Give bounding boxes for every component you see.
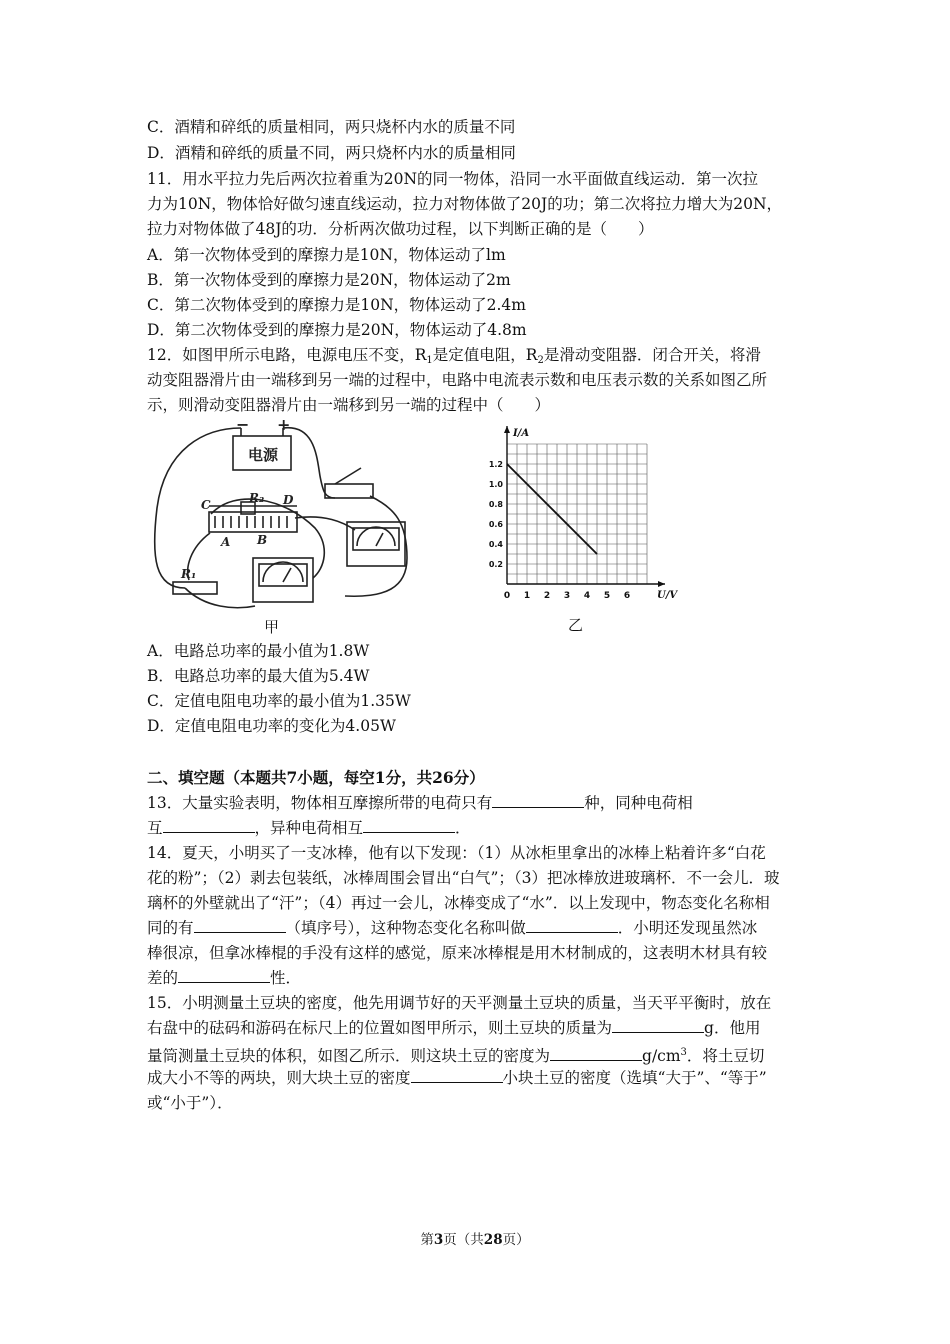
q10-option-d: D．酒精和碎纸的质量不同，两只烧杯内水的质量相同 — [147, 144, 516, 162]
y-tick-label: 0.2 — [488, 560, 503, 569]
x-tick-label: 0 — [503, 591, 511, 601]
x-tick-label: 1 — [523, 591, 531, 601]
label-r2: R₂ — [249, 491, 265, 505]
voltmeter-scale — [357, 527, 395, 546]
y-tick-label: 0.4 — [488, 540, 503, 549]
ammeter-scale — [263, 562, 303, 582]
y-tick-label: 1.0 — [488, 480, 503, 489]
q15-line-1: 15．小明测量土豆块的密度，他先用调节好的天平测量土豆块的质量，当天平平衡时，放在 — [147, 994, 772, 1012]
q15-line-5: 或“小于”）． — [147, 1094, 233, 1112]
q11-option-c: C．第二次物体受到的摩擦力是10N，物体运动了2.4m — [147, 296, 526, 314]
x-tick-label: 5 — [603, 591, 611, 601]
q13-line-2: 互 ，异种电荷相互 ． — [147, 819, 471, 837]
q10-option-c: C．酒精和碎纸的质量相同，两只烧杯内水的质量不同 — [147, 118, 516, 136]
circuit-diagram — [145, 415, 435, 640]
y-tick-label: 0.8 — [488, 500, 503, 509]
answer-blank[interactable] — [612, 1018, 704, 1033]
answer-blank[interactable] — [178, 968, 270, 983]
total-pages: 28 — [483, 1232, 503, 1248]
q11-stem-line-3: 拉力对物体做了48J的功．分析两次做功过程，以下判断正确的是（ ） — [147, 220, 654, 238]
answer-blank[interactable] — [411, 1068, 503, 1083]
q11-option-a: A．第一次物体受到的摩擦力是10N，物体运动了lm — [147, 246, 506, 264]
q15-line-3: 量筒测量土豆块的体积，如图乙所示．则这块土豆的密度为 $g/cm^3$．将土豆切 — [147, 1047, 765, 1065]
q11-stem-line-2: 力为10N，物体恰好做匀速直线运动，拉力对物体做了20J的功；第二次将拉力增大为20N， — [147, 195, 783, 213]
q11-option-b: B．第一次物体受到的摩擦力是20N，物体运动了2m — [147, 271, 511, 289]
answer-blank[interactable] — [363, 818, 455, 833]
circuit-caption: 甲 — [264, 618, 280, 636]
q14-line-2: 花的粉”；（2）剥去包装纸，冰棒周围会冒出“白气”；（3）把冰棒放进玻璃杯．不一会儿．玻 — [147, 869, 780, 887]
q12-stem-line-1: 12．如图甲所示电路，电源电压不变，$R_1$是定值电阻，$R_2$是滑动变阻器．闭合开关，将滑 — [147, 346, 761, 366]
x-axis-label: U/V — [657, 590, 678, 601]
q14-line-5: 棒很凉，但拿冰棒棍的手没有这样的感觉，原来冰棒棍是用木材制成的，这表明木材具有较 — [147, 944, 768, 962]
q12-stem-line-2: 动变阻器滑片由一端移到另一端的过程中，电路中电流表示数和电压表示数的关系如图乙所 — [147, 371, 768, 389]
q11-option-d: D．第二次物体受到的摩擦力是20N，物体运动了4.8m — [147, 321, 527, 339]
q14-line-4: 同的有 （填序号），这种物态变化名称叫做 ．小明还发现虽然冰 — [147, 919, 758, 937]
answer-blank[interactable] — [526, 918, 618, 933]
x-tick-label: 3 — [563, 591, 571, 601]
section-2-heading: 二、填空题（本题共7小题，每空1分，共26分） — [147, 768, 485, 787]
graph-caption: 乙 — [568, 616, 584, 634]
x-axis-arrow — [658, 581, 665, 587]
y-axis-arrow — [504, 426, 510, 433]
q15-line-2: 右盘中的砝码和游码在标尺上的位置如图甲所示，则土豆块的质量为 g．他用 — [147, 1019, 761, 1037]
page-number: 3 — [433, 1232, 444, 1248]
switch-base — [325, 484, 373, 498]
q14-line-3: 璃杯的外壁就出了“汗”；（4）再过一会儿，冰棒变成了“水”．以上发现中，物态变化名称相 — [147, 894, 770, 912]
q15-line-4: 成大小不等的两块，则大块土豆的密度 小块土豆的密度（选填“大于”、“等于” — [147, 1069, 767, 1087]
q14-line-6: 差的 性． — [147, 969, 302, 987]
answer-blank[interactable] — [194, 918, 286, 933]
x-tick-label: 6 — [623, 591, 631, 601]
label-d: D — [283, 493, 294, 507]
q12-option-a: A．电路总功率的最小值为1.8W — [147, 642, 370, 660]
answer-blank[interactable] — [492, 793, 584, 808]
wire-left — [155, 428, 241, 588]
series-line — [507, 464, 597, 554]
label-a: A — [221, 535, 231, 549]
label-r1: R₁ — [181, 567, 197, 581]
y-tick-label: 1.2 — [488, 460, 503, 469]
q11-stem-line-1: 11．用水平拉力先后两次拉着重为20N的同一物体，沿同一水平面做直线运动．第一次拉 — [147, 170, 759, 188]
q12-option-d: D．定值电阻电功率的变化为4.05W — [147, 717, 396, 735]
minus-terminal: − — [236, 415, 250, 434]
x-tick-label: 4 — [583, 591, 591, 601]
wire-bottom — [185, 588, 255, 608]
power-source-label: 电源 — [248, 446, 279, 464]
page-footer: 第3页（共28页） — [420, 1232, 530, 1248]
wire-right — [345, 496, 407, 596]
q13-line-1: 13．大量实验表明，物体相互摩擦所带的电荷只有 种，同种电荷相 — [147, 794, 693, 812]
y-axis-label: I/A — [513, 428, 530, 439]
q12-stem-line-3: 示，则滑动变阻器滑片由一端移到另一端的过程中（ ） — [147, 396, 551, 414]
label-b: B — [257, 533, 268, 547]
answer-blank[interactable] — [163, 818, 255, 833]
label-c: C — [201, 498, 211, 512]
y-tick-label: 0.6 — [488, 520, 503, 529]
x-tick-label: 2 — [543, 591, 551, 601]
answer-blank[interactable] — [550, 1046, 642, 1061]
switch-lever — [335, 468, 361, 484]
q12-option-b: B．电路总功率的最大值为5.4W — [147, 667, 370, 685]
current-voltage-graph — [475, 420, 678, 610]
plus-terminal: + — [277, 415, 291, 434]
q14-line-1: 14．夏天，小明买了一支冰棒，他有以下发现：（1）从冰柜里拿出的冰棒上粘着许多“白花 — [147, 844, 766, 862]
q12-option-c: C．定值电阻电功率的最小值为1.35W — [147, 692, 411, 710]
